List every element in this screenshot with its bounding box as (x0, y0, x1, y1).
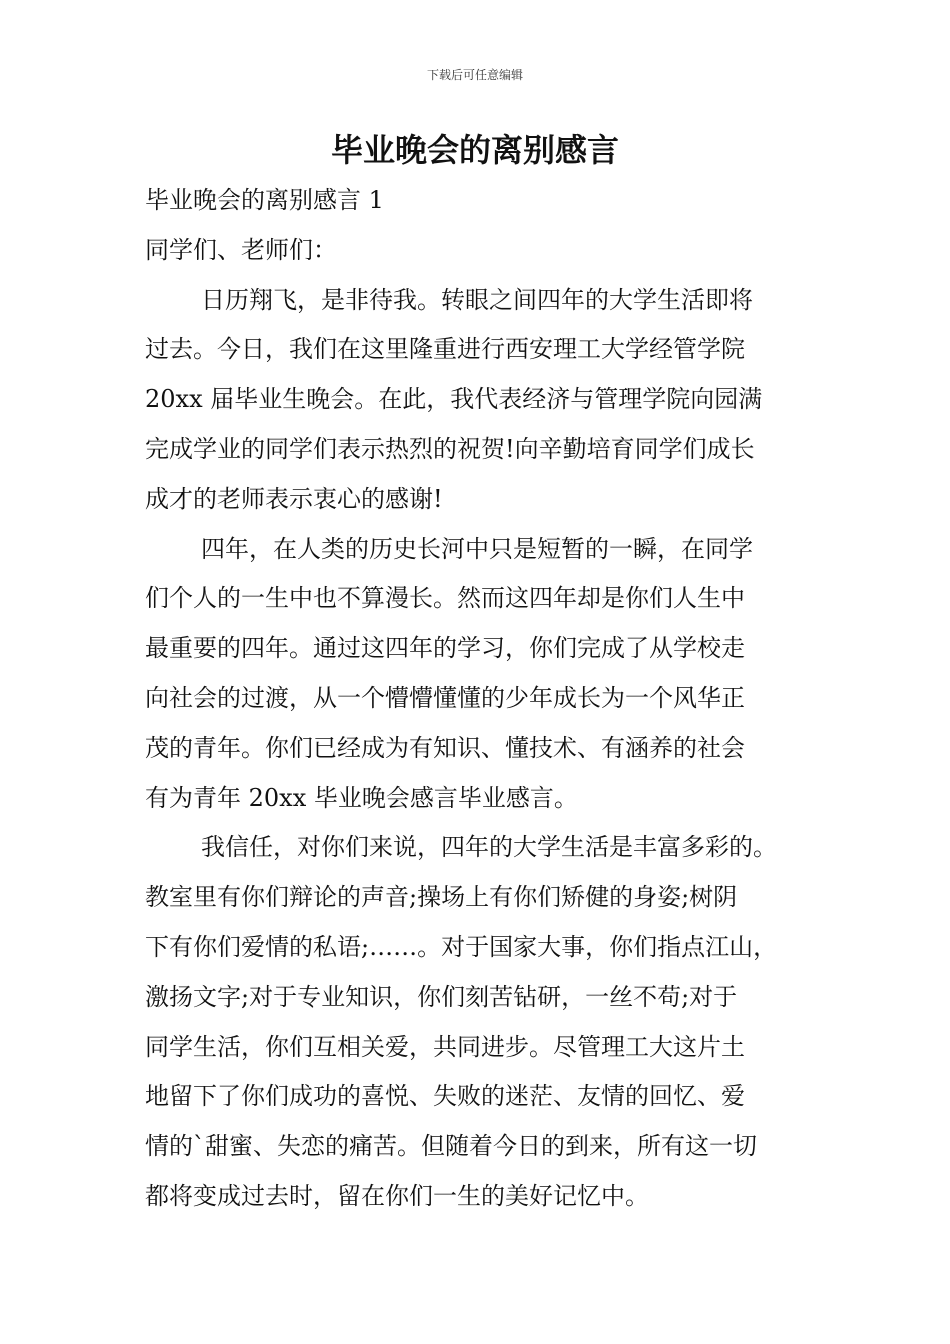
paragraph-line: 地留下了你们成功的喜悦、失败的迷茫、友情的回忆、爱 (145, 1082, 745, 1111)
document-title: 毕业晚会的离别感言 (330, 131, 619, 169)
header-note: 下载后可任意编辑 (426, 68, 523, 82)
paragraph-2 (145, 525, 810, 824)
section-heading: 毕业晚会的离别感言 1 (145, 186, 384, 214)
paragraph-line: 成才的老师表示衷心的感谢! (145, 484, 443, 513)
paragraph-line: 完成学业的同学们表示热烈的祝贺!向辛勤培育同学们成长 (145, 434, 755, 463)
document-body (145, 176, 810, 1222)
paragraph-1 (145, 276, 810, 525)
paragraph-line: 20xx 届毕业生晚会。在此，我代表经济与管理学院向园满 (145, 385, 763, 414)
greeting-line: 同学们、老师们： (145, 235, 337, 264)
paragraph-line: 向社会的过渡，从一个懵懵懂懂的少年成长为一个风华正 (145, 683, 745, 712)
paragraph-line: 茂的青年。你们已经成为有知识、懂技术、有涵养的社会 (145, 733, 745, 762)
paragraph-line: 最重要的四年。通过这四年的学习，你们完成了从学校走 (145, 634, 745, 663)
paragraph-line: 同学生活，你们互相关爱，共同进步。尽管理工大这片土 (145, 1032, 745, 1061)
paragraph-line: 激扬文字;对于专业知识，你们刻苦钻研，一丝不苟;对于 (145, 982, 738, 1011)
paragraph-line: 四年，在人类的历史长河中只是短暂的一瞬，在同学 (201, 534, 753, 563)
paragraph-line: 过去。今日，我们在这里隆重进行西安理工大学经管学院 (145, 335, 745, 364)
paragraph-3 (145, 823, 810, 1221)
paragraph-line: 情的`甜蜜、失恋的痛苦。但随着今日的到来，所有这一切 (145, 1132, 757, 1161)
paragraph-line: 我信任，对你们来说，四年的大学生活是丰富多彩的。 (201, 833, 777, 862)
paragraph-line: 教室里有你们辩论的声音;操场上有你们矫健的身姿;树阴 (145, 883, 738, 912)
paragraph-line: 日历翔飞，是非待我。转眼之间四年的大学生活即将 (201, 285, 753, 314)
paragraph-line: 有为青年 20xx 毕业晚会感言毕业感言。 (145, 783, 578, 812)
paragraph-line: 都将变成过去时，留在你们一生的美好记忆中。 (145, 1181, 649, 1210)
paragraph-line: 下有你们爱情的私语;……。对于国家大事，你们指点江山， (145, 932, 778, 961)
paragraph-line: 们个人的一生中也不算漫长。然而这四年却是你们人生中 (145, 584, 745, 613)
